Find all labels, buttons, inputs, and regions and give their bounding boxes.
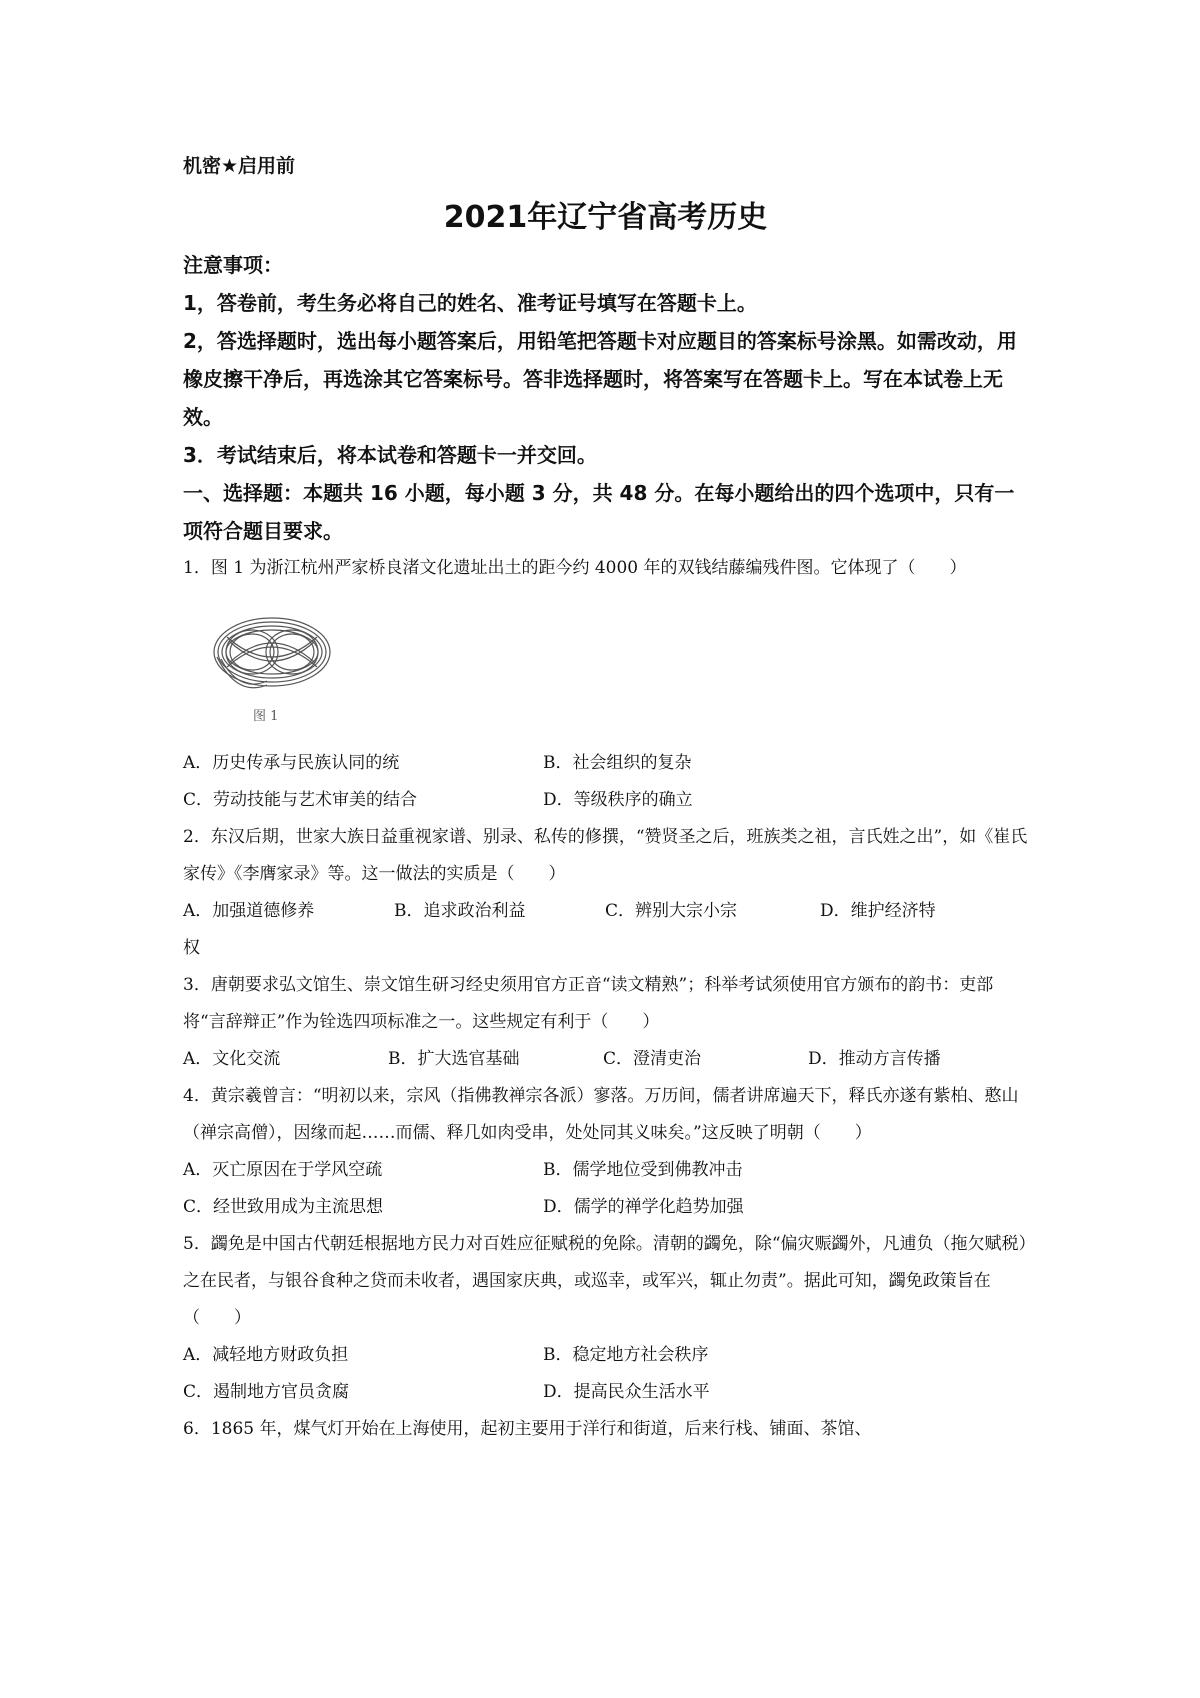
question-6 bbox=[183, 1411, 1028, 1448]
notice-section bbox=[183, 246, 1028, 474]
option-b: B．社会组织的复杂 bbox=[543, 753, 692, 773]
options-row bbox=[183, 1041, 1028, 1078]
option-a: A．灭亡原因在于学风空疏 bbox=[183, 1160, 383, 1180]
notice-item: 2，答选择题时，选出每小题答案后，用铅笔把答题卡对应题目的答案标号涂黑。如需改动，用橡皮擦干净后，再选涂其它答案标号。答非选择题时，将答案写在答题卡上。写在本试卷上无效。 bbox=[183, 329, 1017, 429]
options-row bbox=[183, 1152, 1028, 1189]
option-b: B．追求政治利益 bbox=[394, 901, 526, 921]
option-d: D．推动方言传播 bbox=[808, 1049, 941, 1069]
question-stem: 2．东汉后期，世家大族日益重视家谱、别录、私传的修撰，“赞贤圣之后，班族类之祖，言氏姓之出”，如《崔氏家传》《李膺家录》等。这一做法的实质是（ ） bbox=[183, 827, 1028, 884]
question-2 bbox=[183, 819, 1028, 967]
option-b: B．扩大选官基础 bbox=[388, 1049, 520, 1069]
question-1 bbox=[183, 550, 1028, 819]
option-d: D．等级秩序的确立 bbox=[543, 790, 693, 810]
question-4 bbox=[183, 1078, 1028, 1226]
double-coin-knot-image bbox=[207, 607, 337, 707]
knot-figure bbox=[207, 607, 337, 727]
page-title: 2021年辽宁省高考历史 bbox=[443, 200, 768, 235]
question-stem: 3．唐朝要求弘文馆生、崇文馆生研习经史须用官方正音“读文精熟”；科举考试须使用官方颁布的韵书：吏部将“言辞辩正”作为铨选四项标准之一。这些规定有利于（ ） bbox=[183, 975, 994, 1032]
notice-item: 3．考试结束后，将本试卷和答题卡一并交回。 bbox=[183, 443, 597, 467]
option-a: A．历史传承与民族认同的统 bbox=[183, 753, 400, 773]
exam-page bbox=[183, 150, 1028, 1448]
option-c: C．澄清吏治 bbox=[603, 1049, 702, 1069]
question-5 bbox=[183, 1226, 1028, 1411]
question-3 bbox=[183, 967, 1028, 1078]
option-c: C．遏制地方官员贪腐 bbox=[183, 1382, 350, 1402]
option-d: D．儒学的禅学化趋势加强 bbox=[543, 1197, 744, 1217]
options-row bbox=[183, 1189, 1028, 1226]
option-c: C．辨别大宗小宗 bbox=[605, 901, 738, 921]
question-stem: 6．1865 年，煤气灯开始在上海使用，起初主要用于洋行和街道，后来行栈、铺面、茶馆、 bbox=[183, 1419, 872, 1439]
figure-label: 图 1 bbox=[253, 709, 279, 724]
question-stem: 4．黄宗羲曾言：“明初以来，宗风（指佛教禅宗各派）寥落。万历间，儒者讲席遍天下，释氏亦遂有紫柏、憨山（禅宗高僧），因缘而起……而儒、释几如肉受串，处处同其义味矣。”这反映了明朝（ ） bbox=[183, 1086, 1019, 1143]
option-b: B．儒学地位受到佛教冲击 bbox=[543, 1160, 743, 1180]
option-c: C．经世致用成为主流思想 bbox=[183, 1197, 384, 1217]
notice-heading: 注意事项： bbox=[183, 253, 283, 277]
section-heading-text: 一、选择题：本题共 16 小题，每小题 3 分，共 48 分。在每小题给出的四个选项中，只有一项符合题目要求。 bbox=[183, 481, 1015, 543]
question-stem: 1．图 1 为浙江杭州严家桥良渚文化遗址出土的距今约 4000 年的双钱结藤编残件图。它体现了（ ） bbox=[183, 558, 967, 578]
options-row bbox=[183, 745, 1028, 782]
notice-item: 1，答卷前，考生务必将自己的姓名、准考证号填写在答题卡上。 bbox=[183, 291, 757, 315]
options-row bbox=[183, 893, 1028, 930]
option-a: A．加强道德修养 bbox=[183, 901, 315, 921]
options-row bbox=[183, 1337, 1028, 1374]
confidential-mark: 机密★启用前 bbox=[183, 155, 296, 177]
option-d: D．维护经济特 bbox=[820, 901, 936, 921]
section-heading bbox=[183, 474, 1028, 550]
options-row bbox=[183, 782, 1028, 819]
question-stem: 5．蠲免是中国古代朝廷根据地方民力对百姓应征赋税的免除。清朝的蠲免，除“偏灾赈蠲外，凡逋负（拖欠赋税）之在民者，与银谷食种之贷而未收者，遇国家庆典，或巡幸，或军兴，辄止勿责”。据此可知，蠲免政策旨在（ ） bbox=[183, 1234, 1028, 1328]
option-d: D．提高民众生活水平 bbox=[543, 1382, 710, 1402]
option-d-continuation: 权 bbox=[183, 938, 200, 958]
option-a: A．文化交流 bbox=[183, 1049, 281, 1069]
option-a: A．减轻地方财政负担 bbox=[183, 1345, 349, 1365]
option-c: C．劳动技能与艺术审美的结合 bbox=[183, 790, 418, 810]
options-row bbox=[183, 1374, 1028, 1411]
option-b: B．稳定地方社会秩序 bbox=[543, 1345, 709, 1365]
